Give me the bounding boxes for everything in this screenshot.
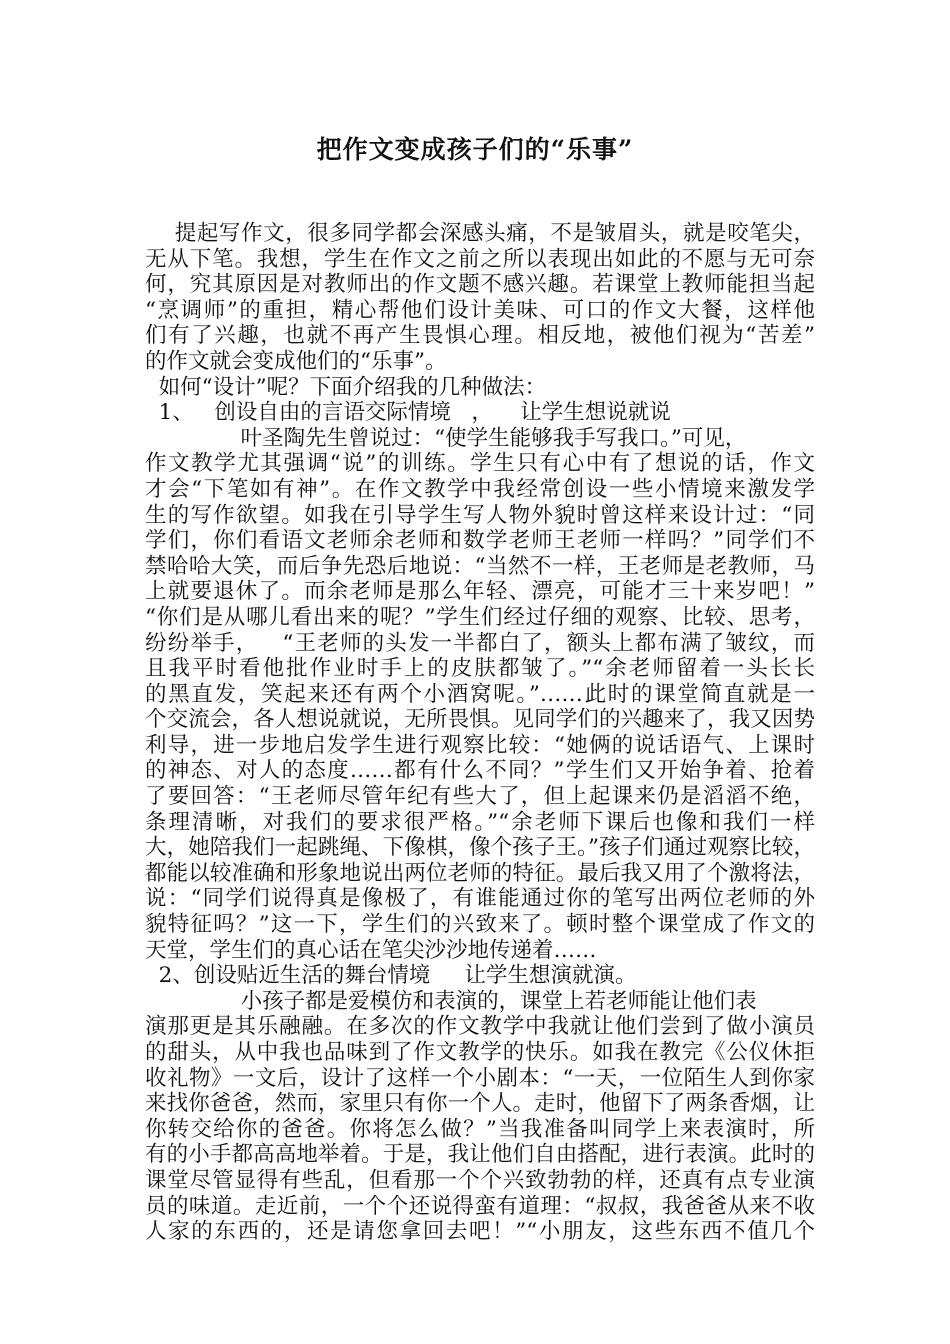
body-line: 课堂尽管显得有些乱，但看那一个个兴致勃勃的样，还真有点专业演 <box>145 1167 815 1193</box>
body-line: 收礼物》一文后，设计了这样一个小剧本：“一天，一位陌生人到你家 <box>145 1065 815 1091</box>
body-line: 利导，进一步地启发学生进行观察比较：“她俩的说话语气、上课时 <box>145 732 815 758</box>
body-line: 大，她陪我们一起跳绳、下像棋，像个孩子王。”孩子们通过观察比较， <box>145 835 815 861</box>
body-line: 有的小手都高高地举着。于是，我让他们自由搭配，进行表演。此时的 <box>145 1142 815 1168</box>
body-line: 小孩子都是爱模仿和表演的，课堂上若老师能让他们表 <box>145 988 757 1014</box>
body-line: 叶圣陶先生曾说过：“使学生能够我手写我口。”可见， <box>145 425 747 451</box>
document-body <box>145 221 815 1245</box>
body-line: 的黑直发，笑起来还有两个小酒窝呢。”……此时的课堂简直就是一 <box>145 681 815 707</box>
body-line: 们有了兴趣，也就不再产生畏惧心理。相反地，被他们视为“苦差” <box>145 323 815 349</box>
body-line: 才会“下笔如有神”。在作文教学中我经常创设一些小情境来激发学 <box>145 476 815 502</box>
body-line: 提起写作文，很多同学都会深感头痛，不是皱眉头，就是咬笔尖， <box>145 221 815 246</box>
body-line: 员的味道。走近前，一个个还说得蛮有道理：“叔叔，我爸爸从来不收 <box>145 1193 815 1219</box>
body-line: 你转交给你的爸爸。你将怎么做？”当我准备叫同学上来表演时，所 <box>145 1116 815 1142</box>
body-line: 条理清晰，对我们的要求很严格。”“余老师下课后也像和我们一样 <box>145 809 815 835</box>
body-line: 2、创设贴近生活的舞台情境 让学生想演就演。 <box>145 963 637 989</box>
body-line: 作文教学尤其强调“说”的训练。学生只有心中有了想说的话，作文 <box>145 451 815 477</box>
body-line: 人家的东西的，还是请您拿回去吧！”“小朋友，这些东西不值几个 <box>145 1219 815 1245</box>
document-title: 把作文变成孩子们的“乐事” <box>316 135 634 164</box>
body-line: 何，究其原因是对教师出的作文题不感兴趣。若课堂上教师能担当起 <box>145 272 815 298</box>
body-line: 的甜头，从中我也品味到了作文教学的快乐。如我在教完《公仪休拒 <box>145 1040 815 1065</box>
body-line: 的作文就会变成他们的“乐事”。 <box>145 348 447 374</box>
body-line: 纷纷举手， “王老师的头发一半都白了，额头上都布满了皱纹，而 <box>145 630 815 656</box>
body-line: 上就要退休了。而余老师是那么年轻、漂亮，可能才三十来岁吧！” <box>145 579 815 605</box>
body-line: 貌特征吗？”这一下，学生们的兴致来了。顿时整个课堂成了作文的 <box>145 912 815 938</box>
body-line: 来找你爸爸，然而，家里只有你一个人。走时，他留下了两条香烟，让 <box>145 1091 815 1117</box>
body-line: 都能以较准确和形象地说出两位老师的特征。最后我又用了个激将法， <box>145 860 815 886</box>
body-line: 学们，你们看语文老师余老师和数学老师王老师一样吗？”同学们不 <box>145 528 815 554</box>
body-line: 的神态、对人的态度……都有什么不同？”学生们又开始争着、抢着 <box>145 758 815 784</box>
body-line: 且我平时看他批作业时手上的皮肤都皱了。”“余老师留着一头长长 <box>145 656 815 682</box>
body-line: 1、 创设自由的言语交际情境 ， 让学生想说就说 <box>145 400 671 426</box>
body-line: “你们是从哪儿看出来的呢？”学生们经过仔细的观察、比较、思考， <box>145 604 815 630</box>
body-line: 演那更是其乐融融。在多次的作文教学中我就让他们尝到了做小演员 <box>145 1014 815 1040</box>
body-line: “烹调师”的重担，精心帮他们设计美味、可口的作文大餐，这样他 <box>145 297 815 323</box>
body-line: 了要回答：“王老师尽管年纪有些大了，但上起课来仍是滔滔不绝， <box>145 784 815 810</box>
body-line: 如何“设计”呢？下面介绍我的几种做法： <box>145 374 547 400</box>
body-line: 生的写作欲望。如我在引导学生写人物外貌时曾这样来设计过：“同 <box>145 502 815 528</box>
body-line: 说：“同学们说得真是像极了，有谁能通过你的笔写出两位老师的外 <box>145 886 815 912</box>
body-line: 天堂，学生们的真心话在笔尖沙沙地传递着…… <box>145 937 597 963</box>
body-line: 无从下笔。我想，学生在作文之前之所以表现出如此的不愿与无可奈 <box>145 246 815 272</box>
body-line: 禁哈哈大笑，而后争先恐后地说：“当然不一样，王老师是老教师，马 <box>145 553 815 579</box>
body-line: 个交流会，各人想说就说，无所畏惧。见同学们的兴趣来了，我又因势 <box>145 707 815 733</box>
